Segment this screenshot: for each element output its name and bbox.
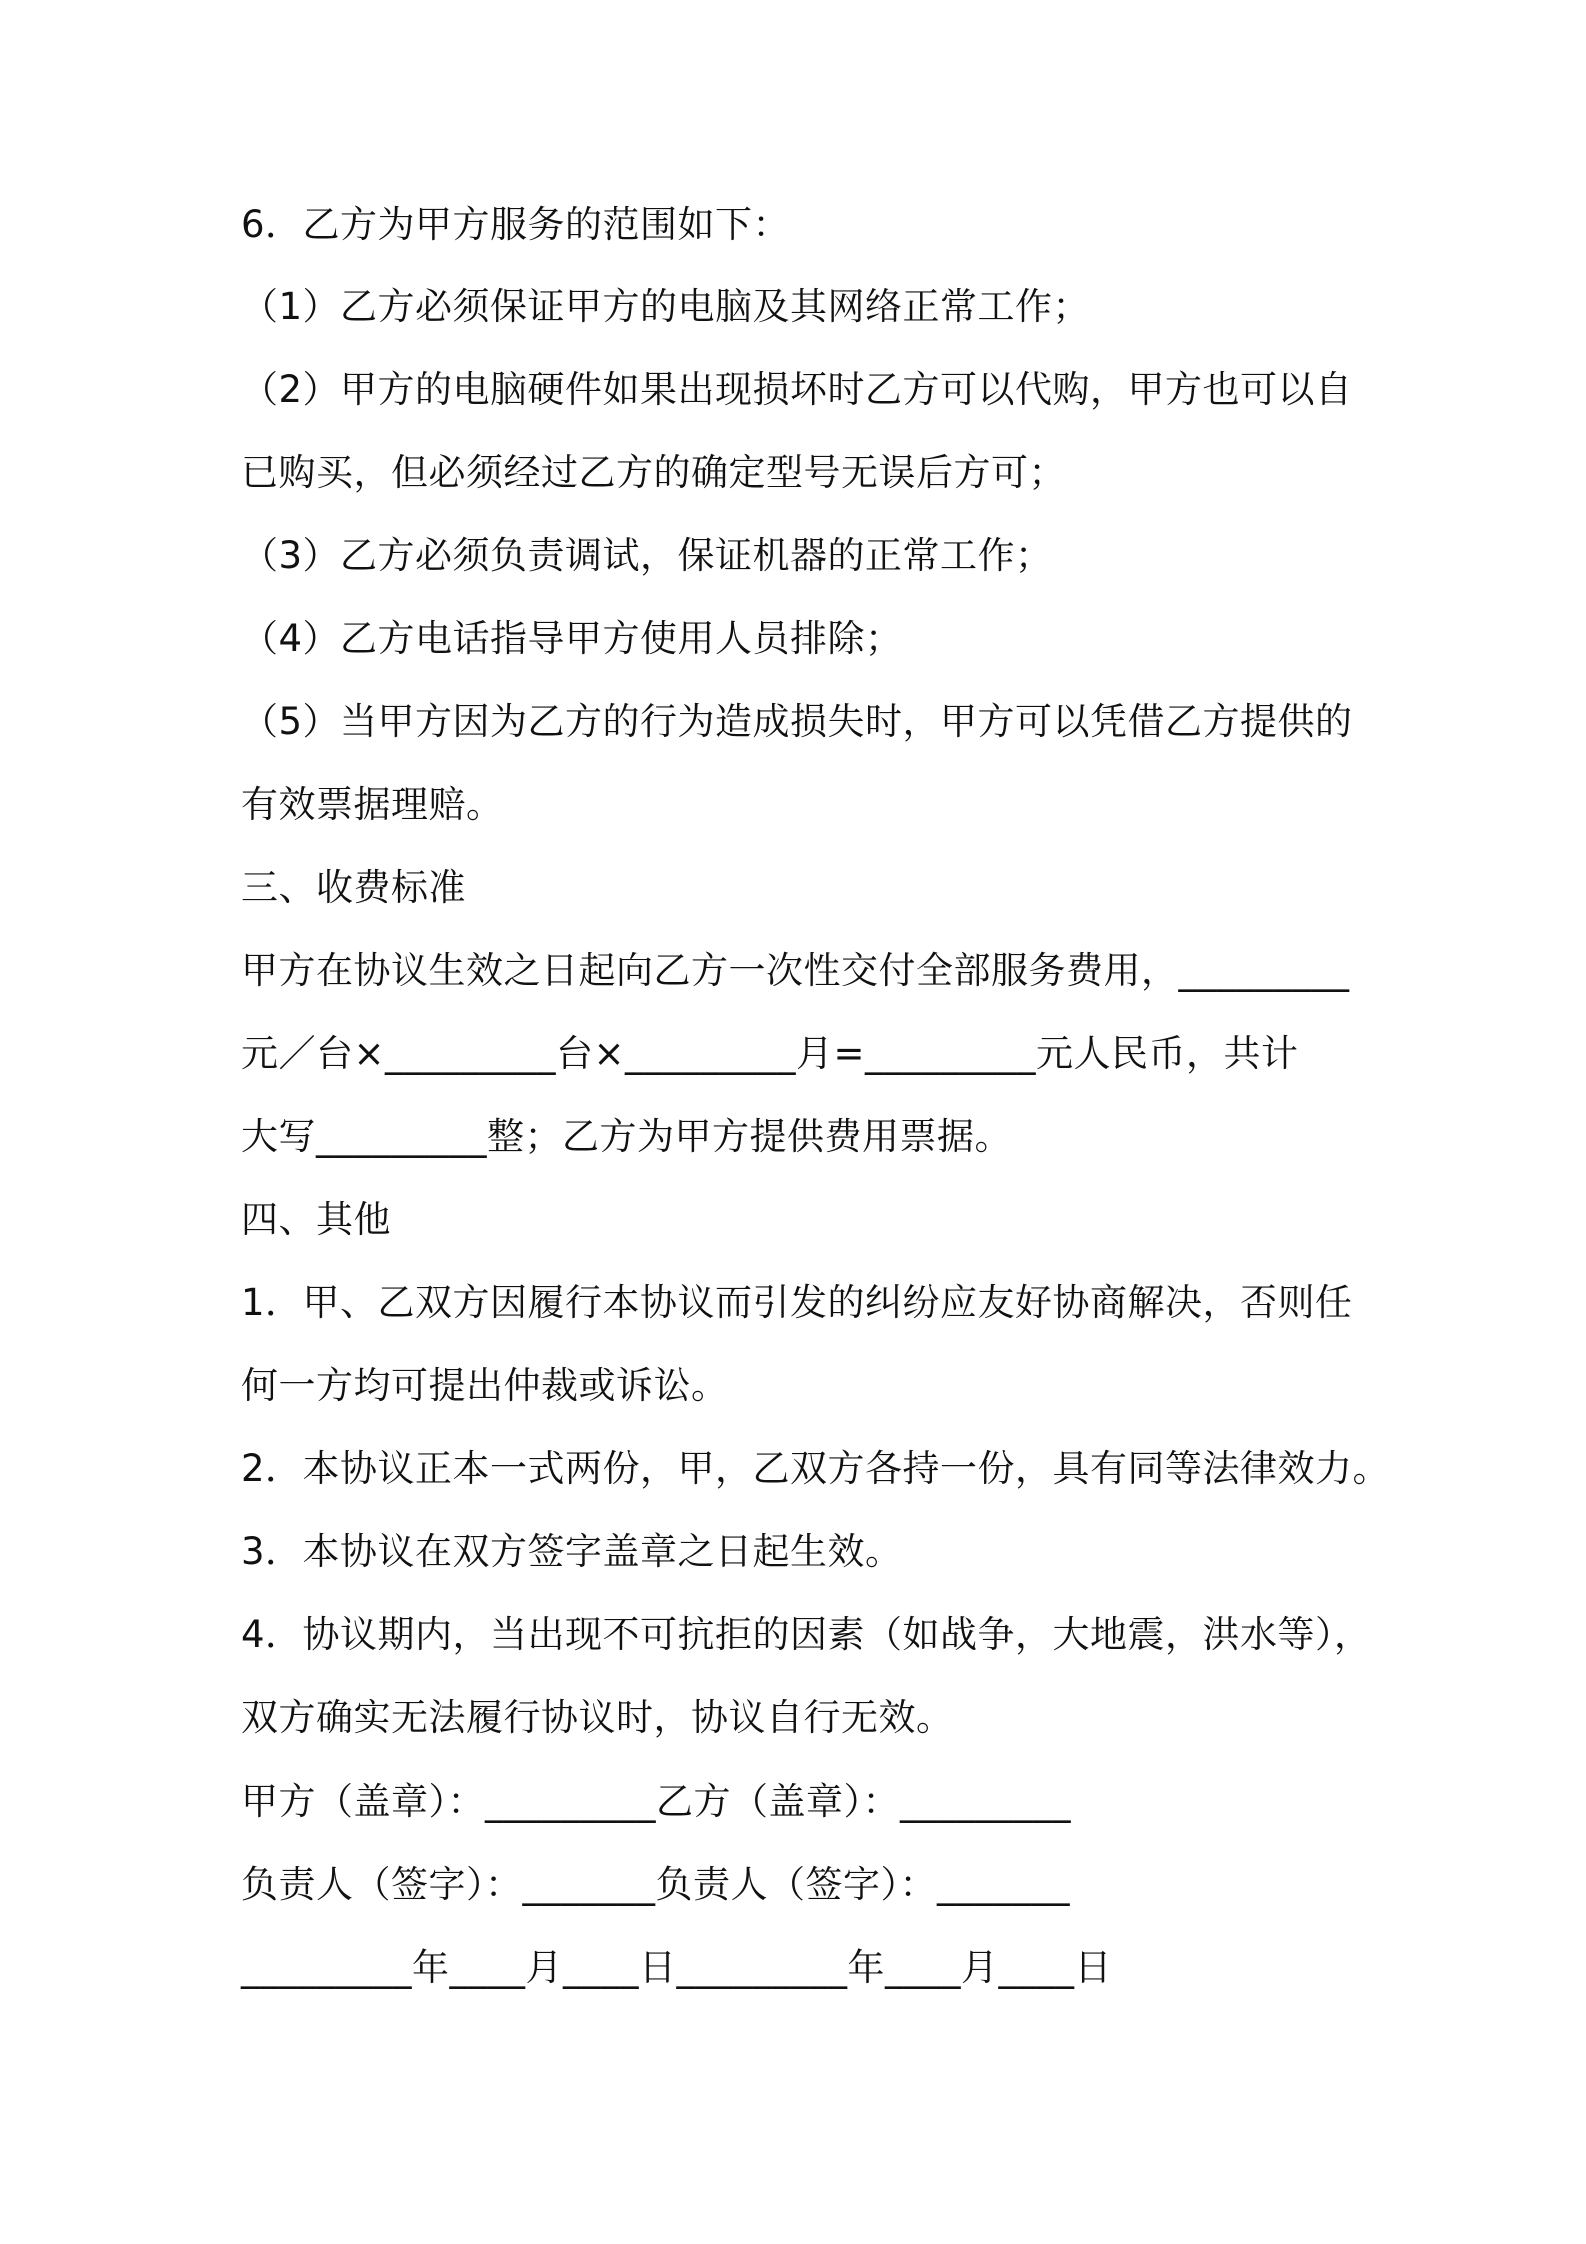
fee-line-2: 元／台×_________台×_________月=_________元人民币，共计 [241, 1032, 1299, 1075]
clause-6-item-5-line-2: 有效票据理赔。 [241, 783, 504, 826]
other-clause-1-line-1: 1．甲、乙双方因履行本协议而引发的纠纷应友好协商解决，否则任 [241, 1281, 1353, 1324]
other-clause-3: 3．本协议在双方签字盖章之日起生效。 [241, 1530, 903, 1573]
clause-6-item-4: （4）乙方电话指导甲方使用人员排除； [241, 617, 903, 660]
fee-line-3: 大写_________整；乙方为甲方提供费用票据。 [241, 1115, 1012, 1158]
clause-6-heading: 6．乙方为甲方服务的范围如下： [241, 203, 791, 246]
section-4-heading: 四、其他 [241, 1198, 391, 1241]
clause-6-item-1: （1）乙方必须保证甲方的电脑及其网络正常工作； [241, 285, 1091, 328]
other-clause-4-line-2: 双方确实无法履行协议时，协议自行无效。 [241, 1696, 954, 1739]
other-clause-4-line-1: 4．协议期内，当出现不可抗拒的因素（如战争，大地震，洪水等）， [241, 1613, 1372, 1656]
clause-6-item-5-line-1: （5）当甲方因为乙方的行为造成损失时，甲方可以凭借乙方提供的 [241, 700, 1353, 743]
signature-person-line: 负责人（签字）：_______负责人（签字）：_______ [241, 1863, 1070, 1906]
clause-6-item-3: （3）乙方必须负责调试，保证机器的正常工作； [241, 534, 1053, 577]
other-clause-2: 2．本协议正本一式两份，甲，乙双方各持一份，具有同等法律效力。 [241, 1447, 1391, 1490]
fee-line-1: 甲方在协议生效之日起向乙方一次性交付全部服务费用，_________ [241, 949, 1350, 992]
other-clause-1-line-2: 何一方均可提出仲裁或诉讼。 [241, 1364, 729, 1407]
clause-6-item-2-line-1: （2）甲方的电脑硬件如果出现损坏时乙方可以代购，甲方也可以自 [241, 368, 1353, 411]
signature-seal-line: 甲方（盖章）：_________乙方（盖章）：_________ [241, 1780, 1071, 1823]
section-3-heading: 三、收费标准 [241, 866, 466, 909]
signature-date-line: _________年____月____日_________年____月____日 [241, 1946, 1112, 1989]
clause-6-item-2-line-2: 已购买，但必须经过乙方的确定型号无误后方可； [241, 451, 1066, 494]
